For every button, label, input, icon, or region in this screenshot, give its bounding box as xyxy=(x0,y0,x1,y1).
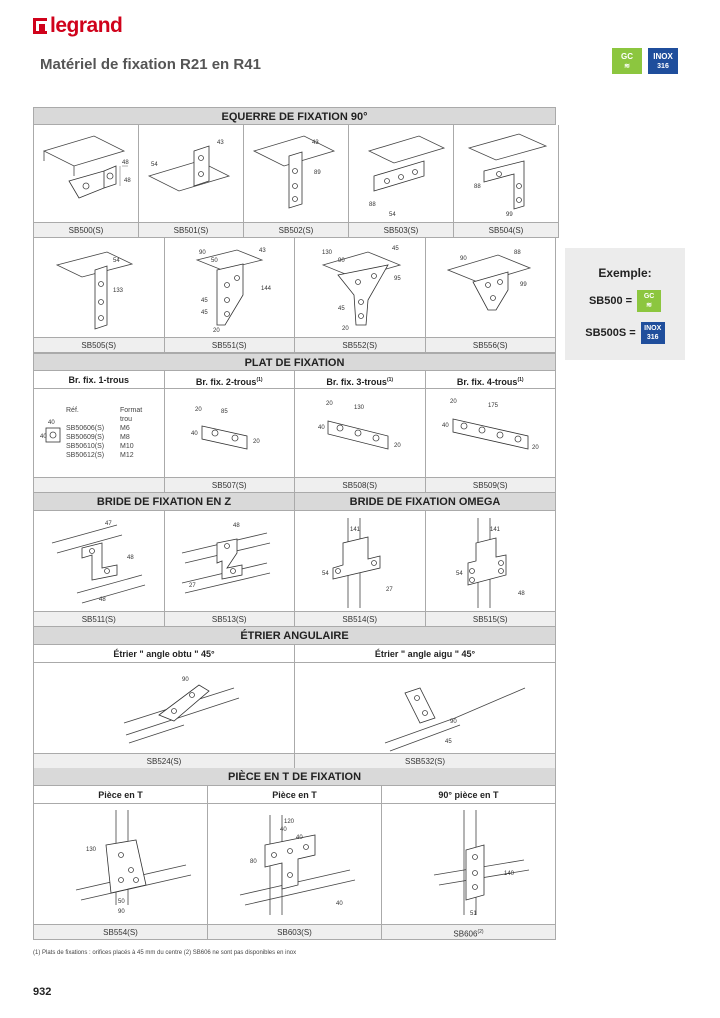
svg-text:175: 175 xyxy=(488,403,499,409)
svg-text:20: 20 xyxy=(325,401,333,407)
svg-text:54: 54 xyxy=(151,161,158,168)
etrier-head: Étrier " angle aigu " 45° xyxy=(295,645,556,663)
svg-text:133: 133 xyxy=(112,287,123,294)
product-cell xyxy=(349,125,454,238)
svg-text:141: 141 xyxy=(490,527,501,533)
product-drawing xyxy=(34,238,164,337)
svg-text:88: 88 xyxy=(514,249,521,256)
svg-text:45: 45 xyxy=(445,739,452,745)
plat-head: Br. fix. 1-trous xyxy=(34,371,165,389)
bride-header-row xyxy=(33,493,556,511)
svg-text:54: 54 xyxy=(389,211,396,218)
product-code: SB515(S) xyxy=(426,611,556,626)
brand-name: legrand xyxy=(50,14,123,37)
legrand-logo xyxy=(33,14,122,38)
svg-text:20: 20 xyxy=(450,399,457,405)
svg-text:89: 89 xyxy=(314,169,321,176)
svg-text:48: 48 xyxy=(98,597,106,603)
product-cell xyxy=(165,389,296,493)
svg-text:99: 99 xyxy=(506,211,513,218)
bracket-drawing xyxy=(34,126,138,222)
section-plat: PLAT DE FIXATION xyxy=(33,353,556,371)
svg-text:20: 20 xyxy=(393,443,401,449)
svg-text:48: 48 xyxy=(124,177,131,184)
bracket-drawing xyxy=(308,240,412,336)
piece-head: Pièce en T xyxy=(208,786,382,804)
svg-text:54: 54 xyxy=(112,257,120,264)
product-cell xyxy=(382,804,556,940)
gc-badge-label: GC xyxy=(621,51,633,61)
plat-head: Br. fix. 3-trous$^{(1)}$ xyxy=(295,371,426,389)
svg-text:130: 130 xyxy=(85,847,96,853)
svg-text:47: 47 xyxy=(104,521,112,527)
product-code xyxy=(34,477,164,492)
plate-2-hole-drawing xyxy=(177,391,281,475)
gc-badge: GC ≋ xyxy=(637,290,661,312)
product-drawing xyxy=(349,125,453,222)
plate-4-hole-drawing xyxy=(438,391,542,475)
omega-clamp-drawing xyxy=(308,513,412,609)
plate-3-hole-drawing xyxy=(308,391,412,475)
product-drawing xyxy=(295,663,555,753)
plat-head: Br. fix. 4-trous$^{(1)}$ xyxy=(426,371,557,389)
acute-bracket-drawing xyxy=(295,663,555,753)
section-bride-z: BRIDE DE FIXATION EN Z xyxy=(34,493,295,511)
product-code: SB551(S) xyxy=(165,337,295,352)
product-drawing xyxy=(165,238,295,337)
product-code: SB514(S) xyxy=(295,611,425,626)
inox-badge-sub: 316 xyxy=(657,62,669,70)
product-code: SB606$^{(2)}$ xyxy=(382,924,555,939)
example-title: Exemple: xyxy=(598,266,652,280)
svg-text:45: 45 xyxy=(201,309,208,316)
inox-badge: INOX 316 xyxy=(641,322,665,344)
svg-text:48: 48 xyxy=(233,523,240,529)
product-code: SB513(S) xyxy=(165,611,295,626)
etrier-header-row xyxy=(33,645,556,663)
plate-1-hole-drawing xyxy=(40,408,62,458)
svg-text:20: 20 xyxy=(532,445,539,451)
example-box xyxy=(565,248,685,360)
product-drawing xyxy=(34,804,207,924)
t-piece-drawing xyxy=(36,805,206,923)
example-line-gc: SB500 = GC ≋ xyxy=(565,290,685,312)
inox-badge xyxy=(648,48,678,74)
svg-text:99: 99 xyxy=(520,281,527,288)
finish-badges xyxy=(612,48,678,74)
product-cell xyxy=(244,125,349,238)
product-cell xyxy=(34,511,165,627)
product-cell xyxy=(165,511,296,627)
bracket-drawing xyxy=(139,126,243,222)
section-etrier: ÉTRIER ANGULAIRE xyxy=(33,627,556,645)
z-clamp-drawing xyxy=(47,513,151,609)
etrier-head: Étrier " angle obtu " 45° xyxy=(34,645,295,663)
product-drawing xyxy=(426,511,556,611)
product-code: SB509(S) xyxy=(426,477,556,492)
product-cell xyxy=(454,125,559,238)
svg-text:20: 20 xyxy=(213,327,220,334)
svg-text:43: 43 xyxy=(217,139,224,146)
product-code: SB524(S) xyxy=(34,753,294,768)
svg-text:90: 90 xyxy=(450,719,457,725)
svg-text:40: 40 xyxy=(48,420,55,426)
equerre-row-1 xyxy=(33,125,556,238)
svg-text:80: 80 xyxy=(249,859,257,865)
product-code: SB603(S) xyxy=(208,924,381,939)
piece-head: Pièce en T xyxy=(34,786,208,804)
product-code: SSB532(S) xyxy=(295,753,555,768)
svg-text:40: 40 xyxy=(335,901,343,907)
product-code: SB554(S) xyxy=(34,924,207,939)
product-cell xyxy=(34,125,139,238)
svg-text:120: 120 xyxy=(283,819,294,825)
svg-text:27: 27 xyxy=(385,587,393,593)
catalog-table xyxy=(33,107,556,940)
product-drawing xyxy=(426,238,556,337)
equerre-row-2 xyxy=(33,238,556,353)
svg-text:20: 20 xyxy=(253,439,260,445)
product-drawing xyxy=(295,238,425,337)
product-drawing xyxy=(165,389,295,477)
plat-head: Br. fix. 2-trous$^{(1)}$ xyxy=(165,371,296,389)
product-drawing xyxy=(34,663,294,753)
etrier-row xyxy=(33,663,556,768)
svg-text:54: 54 xyxy=(321,571,329,577)
svg-text:40: 40 xyxy=(317,425,325,431)
piece-row xyxy=(33,804,556,940)
svg-text:20: 20 xyxy=(341,325,349,332)
product-code: SB504(S) xyxy=(454,222,558,237)
product-cell xyxy=(426,511,557,627)
omega-clamp-drawing xyxy=(438,513,542,609)
product-code: SB508(S) xyxy=(295,477,425,492)
product-code: SB505(S) xyxy=(34,337,164,352)
product-code: SB552(S) xyxy=(295,337,425,352)
svg-text:45: 45 xyxy=(201,297,208,304)
product-drawing xyxy=(382,804,555,924)
example-line-inox: SB500S = INOX 316 xyxy=(565,322,685,344)
product-code: SB556(S) xyxy=(426,337,556,352)
svg-text:85: 85 xyxy=(221,409,228,415)
product-cell xyxy=(295,511,426,627)
svg-text:90: 90 xyxy=(199,249,206,256)
legrand-logo-mark xyxy=(33,18,47,34)
product-cell xyxy=(34,804,208,940)
piece-header-row xyxy=(33,786,556,804)
svg-text:40: 40 xyxy=(442,423,449,429)
bracket-drawing xyxy=(454,126,558,222)
product-drawing xyxy=(454,125,558,222)
product-cell xyxy=(139,125,244,238)
bracket-drawing xyxy=(177,240,281,336)
svg-text:48: 48 xyxy=(126,555,134,561)
footnote: (1) Plats de fixations : orifices placés à 45 mm du centre (2) SB606 ne sont pas disponibles en inox xyxy=(33,950,297,956)
svg-text:90: 90 xyxy=(460,255,467,262)
plat-ref-table xyxy=(34,389,164,477)
svg-text:90: 90 xyxy=(337,257,345,264)
piece-head: 90° pièce en T xyxy=(382,786,556,804)
product-cell xyxy=(165,238,296,353)
svg-text:144: 144 xyxy=(261,285,272,292)
svg-text:40: 40 xyxy=(279,827,287,833)
product-cell xyxy=(34,663,295,768)
product-cell xyxy=(295,389,426,493)
hot-dip-icon: ≋ xyxy=(646,302,652,309)
svg-text:54: 54 xyxy=(456,571,463,577)
ref-table: Réf. Format trou SB50606(S) M6 SB50609(S) M8 SB50610(S) M10 SB50612(S) M12 xyxy=(66,407,143,459)
svg-text:95: 95 xyxy=(393,275,401,282)
svg-text:141: 141 xyxy=(349,527,360,533)
svg-text:48: 48 xyxy=(122,159,129,166)
page-number: 932 xyxy=(33,986,52,998)
product-drawing xyxy=(295,389,425,477)
page-title: Matériel de fixation R21 en R41 xyxy=(40,56,261,73)
svg-text:90: 90 xyxy=(182,677,189,683)
product-cell xyxy=(426,389,557,493)
bride-row xyxy=(33,511,556,627)
gc-badge xyxy=(612,48,642,74)
product-drawing xyxy=(208,804,381,924)
obtuse-bracket-drawing xyxy=(34,663,294,753)
bracket-drawing xyxy=(244,126,348,222)
svg-text:51: 51 xyxy=(469,911,477,917)
svg-text:88: 88 xyxy=(474,183,481,190)
product-cell xyxy=(208,804,382,940)
product-code: SB503(S) xyxy=(349,222,453,237)
product-cell xyxy=(295,238,426,353)
product-drawing xyxy=(244,125,348,222)
svg-text:90: 90 xyxy=(117,909,125,915)
product-drawing xyxy=(295,511,425,611)
bracket-drawing xyxy=(349,126,453,222)
bracket-drawing xyxy=(438,240,542,336)
svg-text:27: 27 xyxy=(189,583,196,589)
section-piece-t: PIÈCE EN T DE FIXATION xyxy=(33,768,556,786)
product-code: SB502(S) xyxy=(244,222,348,237)
svg-text:130: 130 xyxy=(321,249,332,256)
section-equerre: EQUERRE DE FIXATION 90° xyxy=(33,107,556,125)
svg-text:140: 140 xyxy=(503,871,514,877)
product-cell xyxy=(34,238,165,353)
svg-text:50: 50 xyxy=(211,257,218,264)
svg-text:43: 43 xyxy=(312,139,319,146)
product-cell xyxy=(295,663,556,768)
product-drawing xyxy=(426,389,556,477)
product-code: SB501(S) xyxy=(139,222,243,237)
plat-header-row xyxy=(33,371,556,389)
plat-row xyxy=(33,389,556,493)
product-code: SB507(S) xyxy=(165,477,295,492)
t-piece-90-drawing xyxy=(384,805,554,923)
t-piece-drawing xyxy=(210,805,380,923)
product-code: SB500(S) xyxy=(34,222,138,237)
inox-badge-label: INOX xyxy=(653,51,673,61)
product-drawing xyxy=(34,125,138,222)
svg-text:43: 43 xyxy=(259,247,266,254)
z-clamp-drawing xyxy=(177,513,281,609)
product-drawing xyxy=(139,125,243,222)
product-cell xyxy=(34,389,165,493)
svg-text:45: 45 xyxy=(337,305,345,312)
svg-text:48: 48 xyxy=(518,591,525,597)
svg-text:45: 45 xyxy=(391,245,399,252)
product-cell xyxy=(426,238,557,353)
bracket-drawing xyxy=(47,240,151,336)
hot-dip-icon: ≋ xyxy=(624,62,630,70)
svg-text:40: 40 xyxy=(191,431,198,437)
product-drawing xyxy=(165,511,295,611)
svg-text:40: 40 xyxy=(40,434,47,440)
product-code: SB511(S) xyxy=(34,611,164,626)
svg-text:88: 88 xyxy=(369,201,376,208)
product-drawing xyxy=(34,511,164,611)
svg-text:40: 40 xyxy=(295,835,303,841)
section-bride-omega: BRIDE DE FIXATION OMEGA xyxy=(295,493,556,511)
svg-text:50: 50 xyxy=(117,899,125,905)
svg-text:130: 130 xyxy=(353,405,364,411)
svg-text:20: 20 xyxy=(195,407,202,413)
